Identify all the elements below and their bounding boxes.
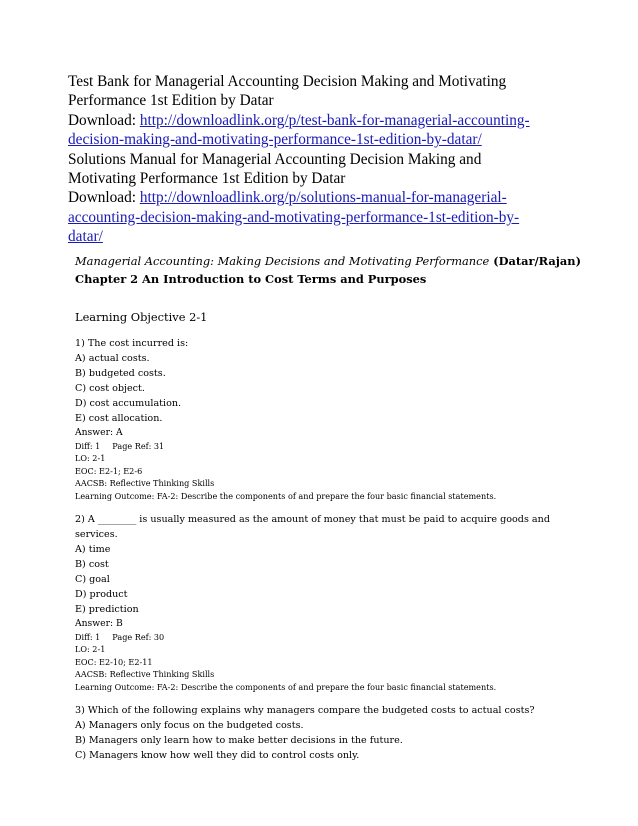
solutions-download-line-2 <box>68 208 608 227</box>
question-stem-continued: services. <box>75 529 118 541</box>
solutions-manual-title-line-2: Motivating Performance 1st Edition by Datar <box>68 170 346 188</box>
learning-objective-ref: LO: 2-1 <box>75 644 106 655</box>
download-header <box>68 72 608 247</box>
question-stem: 2) A ________ is usually measured as the amount of money that must be paid to acquire goods and <box>75 514 550 526</box>
test-bank-title-line-2: Performance 1st Edition by Datar <box>68 92 274 110</box>
answer-option: C) Managers know how well they did to control costs only. <box>75 750 360 762</box>
eoc-ref: EOC: E2-1; E2-6 <box>75 465 143 476</box>
solutions-download-link[interactable]: http://downloadlink.org/p/solutions-manual-for-managerial- <box>139 189 507 207</box>
answer-option: C) goal <box>75 574 110 586</box>
answer-option: A) actual costs. <box>75 353 150 364</box>
answer-option: B) cost <box>75 559 109 571</box>
chapter-heading: Chapter 2 An Introduction to Cost Terms and Purposes <box>75 272 427 286</box>
answer-option: A) time <box>75 544 111 556</box>
answer-option: A) Managers only focus on the budgeted costs. <box>75 720 304 732</box>
answer-option: C) cost object. <box>75 383 145 394</box>
solutions-download-line-1 <box>68 188 608 207</box>
answer-option: E) prediction <box>75 604 139 616</box>
difficulty-line <box>75 631 605 643</box>
solutions-download-link-continued[interactable]: accounting-decision-making-and-motivating-performance-1st-edition-by- <box>68 208 520 226</box>
solutions-download-link-end[interactable]: datar/ <box>68 228 103 246</box>
question-stem: 3) Which of the following explains why managers compare the budgeted costs to actual costs? <box>75 705 535 717</box>
answer-option: E) cost allocation. <box>75 413 163 424</box>
page-reference: Page Ref: 31 <box>112 441 165 451</box>
solutions-download-line-3 <box>68 227 608 246</box>
answer-key: Answer: A <box>75 427 123 438</box>
test-bank-download-line-2 <box>68 130 608 149</box>
question-2 <box>75 512 605 693</box>
answer-option: D) cost accumulation. <box>75 398 182 409</box>
book-title: Managerial Accounting: Making Decisions and Motivating Performance <box>75 254 490 268</box>
answer-option: D) product <box>75 589 128 601</box>
question-stem: 1) The cost incurred is: <box>75 338 189 349</box>
test-bank-download-link-continued[interactable]: decision-making-and-motivating-performance-1st-edition-by-datar/ <box>68 131 482 149</box>
download-label: Download: <box>68 189 140 207</box>
difficulty: Diff: 1 <box>75 441 101 451</box>
download-label: Download: <box>68 111 140 129</box>
aacsb-tag: AACSB: Reflective Thinking Skills <box>75 669 215 680</box>
page-reference: Page Ref: 30 <box>112 632 165 643</box>
difficulty-line <box>75 440 605 452</box>
difficulty: Diff: 1 <box>75 632 101 643</box>
test-bank-download-link[interactable]: http://downloadlink.org/p/test-bank-for-managerial-accounting- <box>139 111 530 129</box>
test-bank-content <box>75 252 605 763</box>
question-3 <box>75 703 605 763</box>
learning-objective: Learning Objective 2-1 <box>75 310 208 324</box>
test-bank-title-line-1: Test Bank for Managerial Accounting Decision Making and Motivating <box>68 73 507 90</box>
book-authors: (Datar/Rajan) <box>489 254 581 268</box>
learning-outcome: Learning Outcome: FA-2: Describe the components of and prepare the four basic financial statements. <box>75 681 497 692</box>
book-title-line <box>75 252 605 270</box>
solutions-manual-title-line-1: Solutions Manual for Managerial Accounting Decision Making and <box>68 150 482 168</box>
learning-objective-ref: LO: 2-1 <box>75 453 106 464</box>
answer-key: Answer: B <box>75 618 123 630</box>
aacsb-tag: AACSB: Reflective Thinking Skills <box>75 478 215 489</box>
test-bank-download-line-1 <box>68 111 608 130</box>
answer-option: B) Managers only learn how to make better decisions in the future. <box>75 735 403 747</box>
learning-outcome: Learning Outcome: FA-2: Describe the components of and prepare the four basic financial statements. <box>75 490 497 501</box>
answer-option: B) budgeted costs. <box>75 368 166 379</box>
eoc-ref: EOC: E2-10; E2-11 <box>75 656 153 667</box>
question-1 <box>75 336 605 502</box>
